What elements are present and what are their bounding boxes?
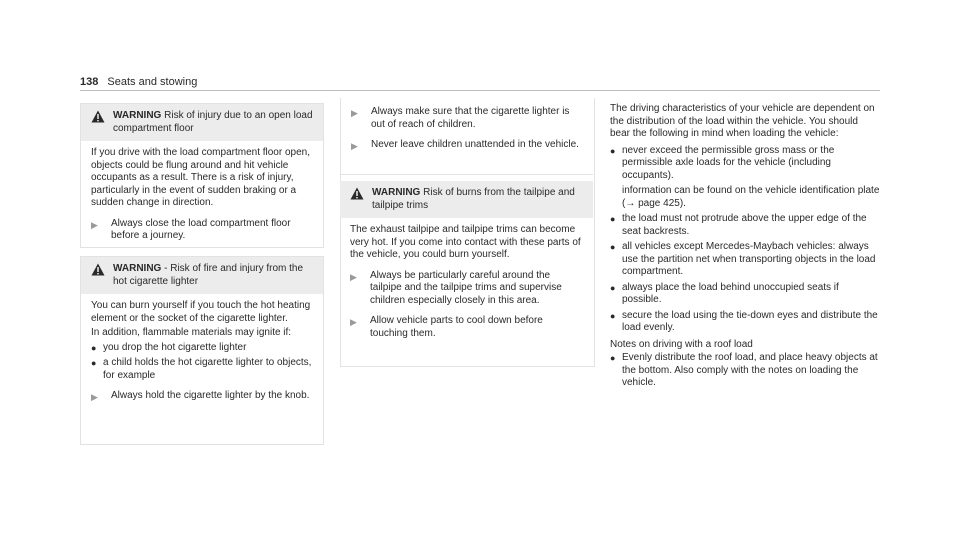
instruction-item: ▶ Always close the load compartment floor before a journey.: [91, 217, 291, 241]
list-item: ● Evenly distribute the roof load, and place heavy objects at the bottom. Also comply with the notes on loading the vehicle.: [610, 352, 878, 388]
warning-body: If you drive with the load compartment floor open, objects could be flung around and hit vehicle occupants as a result. There is a risk of injury, particularly in the event of sudden braking or a sudden change in direction.: [91, 147, 311, 208]
bullet-icon: ●: [610, 145, 616, 156]
warning-box-cigarette-lighter: [80, 256, 324, 445]
triangle-arrow-icon: ▶: [350, 271, 357, 282]
triangle-arrow-icon: ▶: [351, 141, 358, 151]
bullet-icon: ●: [610, 214, 616, 224]
bullet-icon: ●: [610, 353, 616, 363]
section-title: Seats and stowing: [107, 76, 198, 88]
warning-body: You can burn yourself if you touch the hot heating element or the socket of the cigarette lighter.: [91, 300, 311, 324]
triangle-arrow-icon: ▶: [91, 392, 98, 402]
warning-box-tailpipe: [340, 174, 593, 352]
warning-triangle-icon: [91, 110, 105, 123]
triangle-arrow-icon: ▶: [91, 219, 98, 230]
triangle-arrow-icon: ▶: [350, 317, 357, 327]
list-item: ● you drop the hot cigarette lighter: [91, 341, 247, 353]
list-item: ● the load must not protrude above the upper edge of the seat backrests.: [610, 213, 867, 237]
header-rule: [80, 90, 880, 91]
bullet-icon: ●: [91, 342, 97, 353]
warning-box-floor: [80, 103, 324, 248]
warning-body: The exhaust tailpipe and tailpipe trims can become very hot. If you come into contact with these parts of the vehicle, you could burn yourself.: [350, 224, 581, 260]
triangle-arrow-icon: ▶: [351, 108, 358, 118]
page-header: [80, 76, 197, 88]
warning-header: [81, 104, 323, 141]
warning-label: WARNING: [113, 110, 162, 121]
warning-body: In addition, flammable materials may ignite if:: [91, 327, 292, 338]
instruction-item: ▶ Allow vehicle parts to cool down before touching them.: [350, 315, 543, 339]
instruction-item: ▶ Always make sure that the cigarette lighter is out of reach of children.: [351, 106, 570, 130]
list-item: ● secure the load using the tie-down eyes and distribute the load evenly.: [610, 309, 878, 333]
loading-notes: [610, 103, 880, 393]
list-item-note: information can be found on the vehicle identification plate (→ page 425).: [622, 185, 880, 209]
intro-paragraph: The driving characteristics of your vehicle are dependent on the distribution of the load within the vehicle. You should bear the following in mind when loading the vehicle:: [610, 103, 875, 139]
instruction-item: ▶ Always be particularly careful around the tailpipe and the tailpipe trims and supervise children especially closely in this area.: [350, 269, 562, 306]
warning-title: Risk of burns from the tailpipe and tailpipe trims: [372, 187, 575, 211]
warning-triangle-icon: [91, 263, 105, 276]
bullet-icon: ●: [610, 242, 616, 252]
instruction-item: ▶ Never leave children unattended in the vehicle.: [351, 139, 579, 151]
warning-header: [340, 181, 593, 218]
warning-header: [81, 257, 323, 294]
warning-triangle-icon: [350, 187, 364, 200]
list-item: ● never exceed the permissible gross mass or the permissible axle loads for the vehicle (including occupants). information can be found on the vehicle identification plate (→ page 425).: [610, 144, 880, 209]
roof-load-heading: Notes on driving with a roof load: [610, 338, 753, 350]
warning-label: WARNING: [372, 187, 421, 198]
warning-title: - Risk of fire and injury from the hot cigarette lighter: [113, 263, 304, 287]
bullet-icon: ●: [610, 282, 616, 293]
instruction-item: ▶ Always hold the cigarette lighter by the knob.: [91, 390, 310, 402]
bullet-icon: ●: [610, 310, 616, 321]
list-item: ● all vehicles except Mercedes-Maybach vehicles: always use the partition net when transporting objects in the load compartment.: [610, 241, 876, 277]
list-item: ● always place the load behind unoccupied seats if possible.: [610, 281, 839, 305]
page-number: 138: [80, 76, 99, 88]
bullet-icon: ●: [91, 358, 97, 368]
warning-label: WARNING: [113, 263, 162, 274]
list-item: ● a child holds the hot cigarette lighter to objects, for example: [91, 357, 312, 381]
warning-title: Risk of injury due to an open load compartment floor: [113, 110, 313, 134]
